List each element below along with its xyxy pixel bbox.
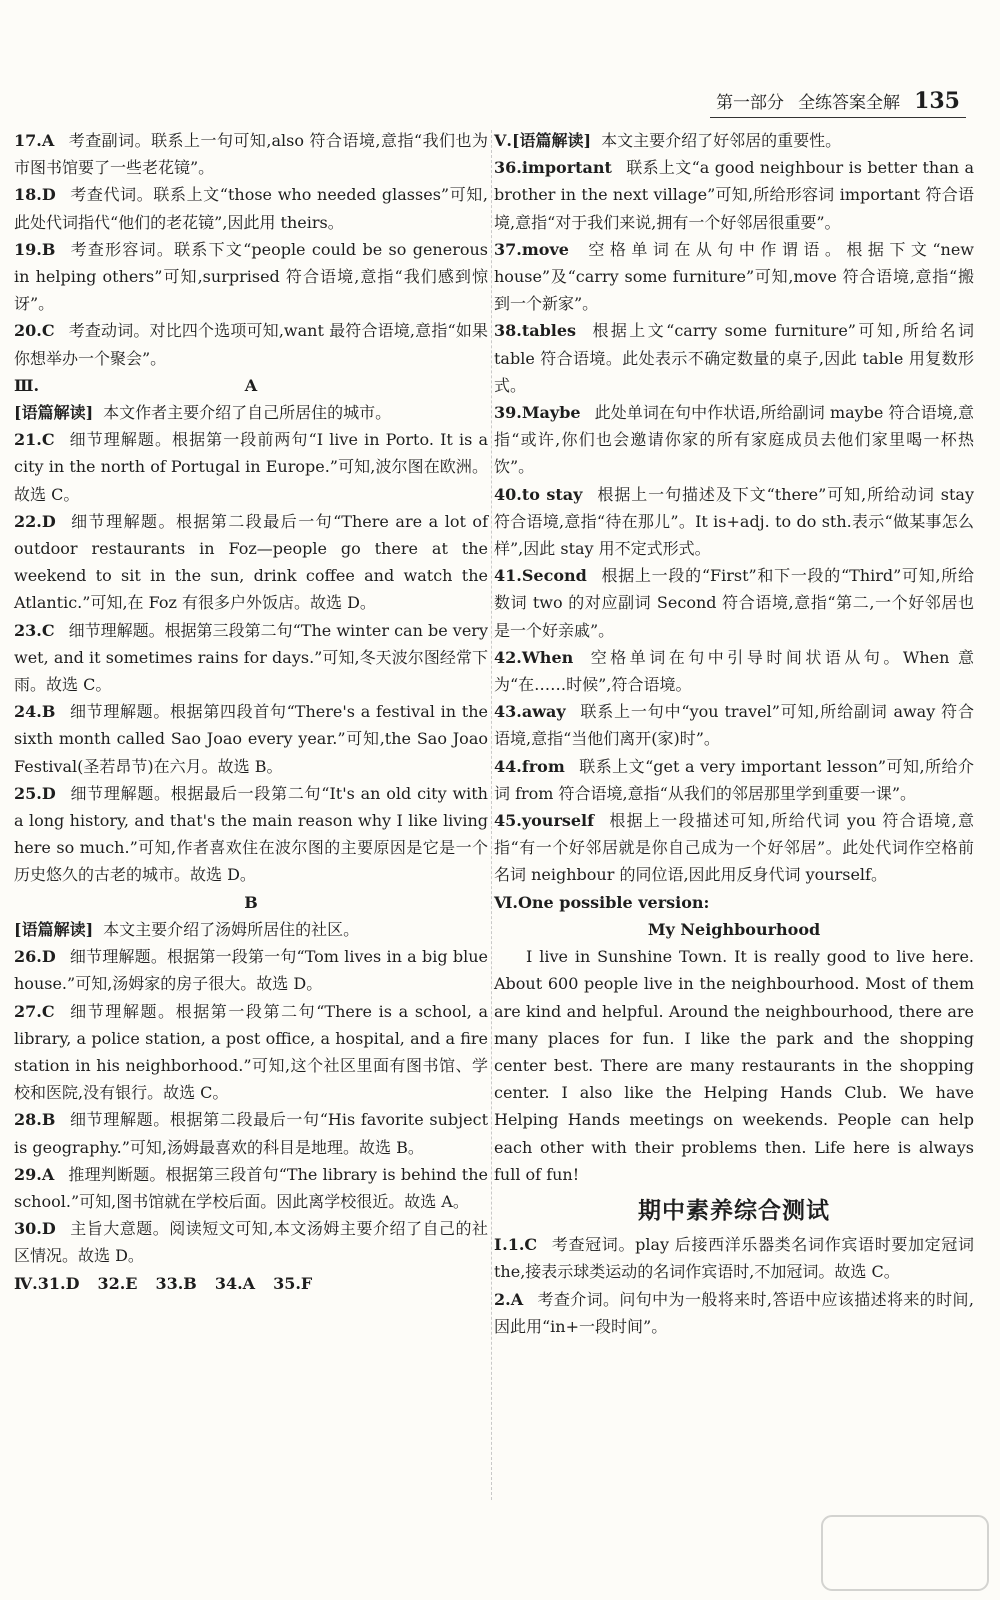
reading-a [14, 399, 488, 426]
essay-text: I live in Sunshine Town. It is really good to live here. About 600 people live in the neighbourhood. Most of them are kind and helpful. Around the neighbourhood, there are many places for fun. I like the park and the shopping center best. There are many restaurants in the shopping center. I also like the Helping Hands Club. We have Helping Hands meetings on weekends. People can help each other with their problems then. Life here is always full of fun! [494, 947, 974, 1184]
answer-35: 35.F [273, 1273, 313, 1293]
explanation-text: 考查动词。对比四个选项可知,want 最符合语境,意指“如果你想举办一个聚会”。 [14, 321, 488, 368]
answer-item [494, 236, 974, 318]
section-name: 第一部分 [716, 93, 785, 113]
section-4-answers [14, 1270, 488, 1297]
reading-b [14, 916, 488, 943]
answer-number: 23.C [14, 620, 55, 640]
answer-item [14, 698, 488, 780]
explanation-text: 细节理解题。根据第一段第二句“There is a school, a library, a police station, a post office, a hospital, and a fire station in his neighborhood.”可知,这个社区里面有图书馆、学校和医院,没有银行。故选 C。 [14, 1001, 488, 1103]
answer-number: 40.to stay [494, 484, 583, 504]
explanation-text: 细节理解题。根据第二段最后一句“His favorite subject is geography.”可知,汤姆最喜欢的科目是地理。故选 B。 [14, 1110, 488, 1157]
explanation-text: 根据上一段描述可知,所给代词 you 符合语境,意指“有一个好邻居就是你自己成为一个好邻居”。此处代词作空格前名词 neighbour 的同位语,因此用反身代词 yourself。 [494, 811, 974, 885]
section-5-label: Ⅴ. [494, 131, 512, 150]
answer-item [14, 317, 488, 371]
answer-number: 37.move [494, 239, 569, 259]
watermark-logo [820, 1514, 990, 1592]
answer-number: 28.B [14, 1110, 56, 1130]
explanation-text: 细节理解题。根据第四段首句“There's a festival in the sixth month called Sao Joao every year.”可知,the Sao Joao Festival(圣若昂节)在六月。故选 B。 [14, 702, 488, 776]
answer-number: 21.C [14, 430, 55, 450]
answer-item [494, 1286, 974, 1340]
explanation-text: 主旨大意题。阅读短文可知,本文汤姆主要介绍了自己的社区情况。故选 D。 [14, 1219, 488, 1266]
explanation-text: 考查冠词。play 后接西洋乐器类名词作宾语时要加定冠词 the,接表示球类运动的名词作宾语时,不加冠词。故选 C。 [494, 1235, 974, 1282]
answer-number: 30.D [14, 1219, 56, 1239]
answer-item [494, 317, 974, 399]
explanation-text: 细节理解题。根据最后一段第二句“It's an old city with a long history, and that's the main reason why I like living here so much.”可知,作者喜欢住在波尔图的主要原因是它是一个历史悠久的古老的城市。故选 D。 [14, 783, 488, 885]
answer-item [14, 1161, 488, 1215]
reading-label: [语篇解读] [511, 131, 592, 150]
answer-item [494, 698, 974, 752]
answer-item [494, 154, 974, 236]
explanation-text: 考查介词。问句中为一般将来时,答语中应该描述将来的时间,因此用“in+一段时间”。 [494, 1289, 974, 1336]
answer-number: 36.important [494, 158, 612, 178]
answer-item [494, 644, 974, 698]
answer-number: 27.C [14, 1001, 55, 1021]
answer-31: Ⅳ.31.D [14, 1273, 80, 1293]
part-b-label: B [244, 892, 258, 912]
explanation-text: 空格单词在句中引导时间状语从句。When 意为“在……时候”,符合语境。 [494, 647, 974, 695]
answer-item [14, 426, 488, 508]
explanation-text: 细节理解题。根据第三段第二句“The winter can be very wet, and it sometimes rains for days.”可知,冬天波尔图经常下雨。故选 C。 [14, 620, 488, 695]
answer-number: 41.Second [494, 566, 587, 586]
explanation-text: 联系上文“get a very important lesson”可知,所给介词 from 符合语境,意指“从我们的邻居那里学到重要一课”。 [494, 756, 974, 803]
essay-title: My Neighbourhood [647, 919, 821, 939]
explanation-text: 考查副词。联系上一句可知,also 符合语境,意指“我们也为市图书馆要了一些老花镜”。 [14, 131, 488, 178]
test-title: 期中素养综合测试 [638, 1197, 830, 1224]
answer-34: 34.A [214, 1273, 256, 1293]
answer-number: 26.D [14, 947, 56, 967]
book-title: 全练答案全解 [798, 93, 901, 113]
answer-item [494, 1231, 974, 1285]
essay [494, 943, 974, 1188]
explanation-text: 细节理解题。根据第一段前两句“I live in Porto. It is a city in the north of Portugal in Europe.”可知,波尔图在欧洲。故选 C。 [14, 430, 488, 504]
explanation-text: 推理判断题。根据第三段首句“The library is behind the school.”可知,图书馆就在学校后面。因此离学校很近。故选 A。 [14, 1164, 488, 1211]
explanation-text: 细节理解题。根据第二段最后一句“There are a lot of outdoor restaurants in Foz—people go there at the weekend to sit in the sun, drink coffee and watch the Atlantic.”可知,在 Foz 有很多户外饭店。故选 D。 [14, 511, 488, 613]
answer-item [494, 399, 974, 481]
reading-label: [语篇解读] [14, 403, 94, 423]
answer-item [494, 562, 974, 644]
answer-number: 25.D [14, 783, 56, 803]
answer-number: 44.from [494, 756, 565, 776]
answer-32: 32.E [97, 1273, 138, 1293]
right-column [494, 127, 974, 1340]
answer-item [14, 236, 488, 318]
answer-33: 33.B [155, 1273, 197, 1293]
answer-number: 45.yourself [494, 811, 595, 831]
explanation-text: 根据上一句描述及下文“there”可知,所给动词 stay 符合语境,意指“待在那儿”。It is+adj. to do sth.表示“做某事怎么样”,因此 stay 用不定式形式。 [494, 484, 975, 559]
explanation-text: 根据上一段的“First”和下一段的“Third”可知,所给数词 two 的对应副词 Second 符合语境,意指“第二,一个好邻居也是一个好亲戚”。 [494, 566, 974, 640]
answer-item [494, 481, 974, 563]
answer-number: 38.tables [494, 321, 577, 341]
answer-number: 39.Maybe [494, 403, 581, 423]
answer-item [14, 1215, 488, 1269]
answer-item [14, 1106, 488, 1160]
column-divider [491, 130, 492, 1500]
section-5-header [494, 127, 974, 154]
header-rule [710, 117, 966, 118]
answer-item [494, 753, 974, 807]
answer-item [14, 181, 488, 235]
reading-text: 本文主要介绍了好邻居的重要性。 [601, 131, 842, 150]
explanation-text: 此处单词在句中作状语,所给副词 maybe 符合语境,意指“或许,你们也会邀请你家的所有家庭成员去他们家里喝一杯热饮”。 [494, 403, 974, 477]
explanation-text: 空格单词在从句中作谓语。根据下文“new house”及“carry some furniture”可知,move 符合语境,意指“搬到一个新家”。 [494, 239, 974, 314]
page-header [716, 88, 960, 114]
reading-label: [语篇解读] [14, 919, 94, 939]
answer-item [14, 508, 488, 617]
answer-item [14, 780, 488, 889]
answer-number: 20.C [14, 321, 55, 341]
answer-number: 43.away [494, 702, 566, 722]
answer-item [14, 943, 488, 997]
answer-item [14, 998, 488, 1107]
explanation-text: 细节理解题。根据第一段第一句“Tom lives in a big blue house.”可知,汤姆家的房子很大。故选 D。 [14, 947, 488, 994]
section-6-label: Ⅵ.One possible version: [494, 892, 710, 912]
answer-number: 18.D [14, 185, 56, 205]
reading-a-text: 本文作者主要介绍了自己所居住的城市。 [103, 403, 392, 423]
answer-number: Ⅰ.1.C [494, 1235, 538, 1255]
explanation-text: 联系上文“a good neighbour is better than a brother in the next village”可知,所给形容词 important 符合语境,意指“对于我们来说,拥有一个好邻居很重要”。 [494, 158, 974, 232]
answer-number: 24.B [14, 702, 56, 722]
answer-number: 19.B [14, 239, 56, 259]
part-a-label: A [244, 375, 258, 395]
answer-item [494, 807, 974, 889]
answer-number: 22.D [14, 511, 56, 531]
left-column [14, 127, 488, 1297]
reading-b-text: 本文主要介绍了汤姆所居住的社区。 [103, 919, 360, 939]
answer-number: 17.A [14, 131, 55, 150]
page-number: 135 [914, 88, 960, 114]
explanation-text: 根据上文“carry some furniture”可知,所给名词 table 符合语境。此处表示不确定数量的桌子,因此 table 用复数形式。 [494, 321, 974, 395]
explanation-text: 考查代词。联系上文“those who needed glasses”可知,此处代词指代“他们的老花镜”,因此用 theirs。 [14, 185, 488, 232]
section-3-label: Ⅲ. [14, 375, 40, 395]
answer-number: 2.A [494, 1289, 524, 1309]
answer-number: 29.A [14, 1164, 55, 1184]
answer-item [14, 127, 488, 181]
explanation-text: 考查形容词。联系下文“people could be so generous in helping others”可知,surprised 符合语境,意指“我们感到惊讶”。 [14, 239, 488, 314]
explanation-text: 联系上一句中“you travel”可知,所给副词 away 符合语境,意指“当他们离开(家)时”。 [494, 702, 974, 749]
section-3-row [14, 372, 488, 399]
answer-item [14, 617, 488, 699]
answer-number: 42.When [494, 647, 574, 667]
